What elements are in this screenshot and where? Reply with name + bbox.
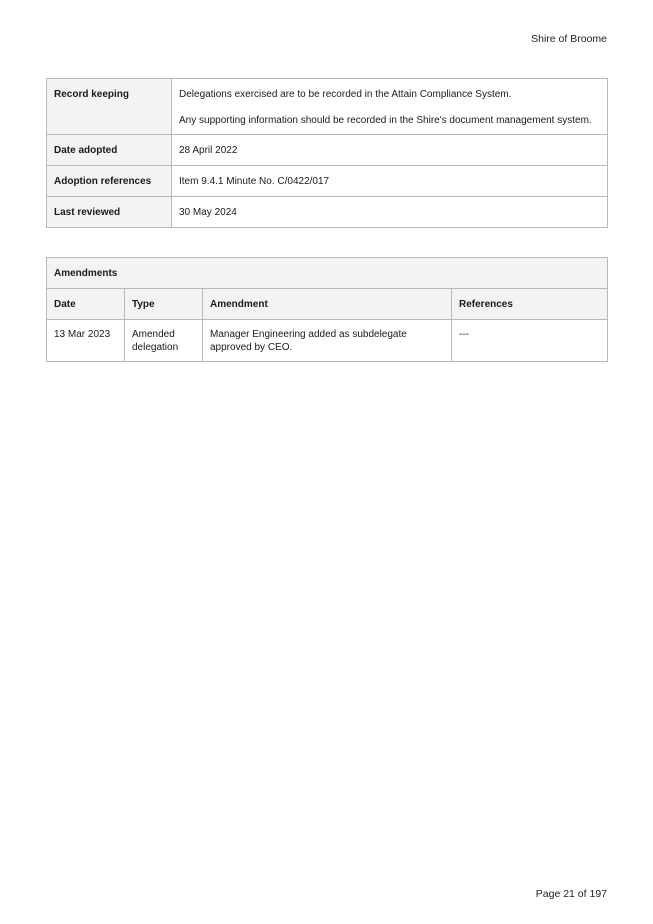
column-header-amendment: Amendment bbox=[203, 289, 452, 320]
record-keeping-line-2: Any supporting information should be recorded in the Shire's document management system. bbox=[179, 115, 592, 126]
page-number: Page 21 of 197 bbox=[535, 888, 607, 900]
column-header-references: References bbox=[452, 289, 608, 320]
amendments-header-row bbox=[47, 289, 608, 320]
last-reviewed-label: Last reviewed bbox=[47, 197, 172, 228]
adoption-references-row bbox=[47, 166, 608, 197]
record-keeping-label: Record keeping bbox=[47, 79, 172, 135]
amendment-date: 13 Mar 2023 bbox=[47, 320, 125, 362]
delegation-record-table bbox=[46, 78, 608, 228]
last-reviewed-value: 30 May 2024 bbox=[172, 197, 608, 228]
amendments-title-row bbox=[47, 258, 608, 289]
amendment-description: Manager Engineering added as subdelegate approved by CEO. bbox=[203, 320, 452, 362]
record-keeping-line-1: Delegations exercised are to be recorded in the Attain Compliance System. bbox=[179, 89, 512, 100]
date-adopted-label: Date adopted bbox=[47, 135, 172, 166]
amendments-table bbox=[46, 257, 608, 362]
column-header-type: Type bbox=[125, 289, 203, 320]
record-keeping-value bbox=[172, 79, 608, 135]
column-header-date: Date bbox=[47, 289, 125, 320]
amendment-references: --- bbox=[452, 320, 608, 362]
amendments-title: Amendments bbox=[47, 258, 608, 289]
table-row bbox=[47, 320, 608, 362]
adoption-references-label: Adoption references bbox=[47, 166, 172, 197]
record-keeping-row bbox=[47, 79, 608, 135]
organisation-name: Shire of Broome bbox=[531, 33, 607, 45]
last-reviewed-row bbox=[47, 197, 608, 228]
date-adopted-value: 28 April 2022 bbox=[172, 135, 608, 166]
amendment-type: Amended delegation bbox=[125, 320, 203, 362]
adoption-references-value: Item 9.4.1 Minute No. C/0422/017 bbox=[172, 166, 608, 197]
date-adopted-row bbox=[47, 135, 608, 166]
